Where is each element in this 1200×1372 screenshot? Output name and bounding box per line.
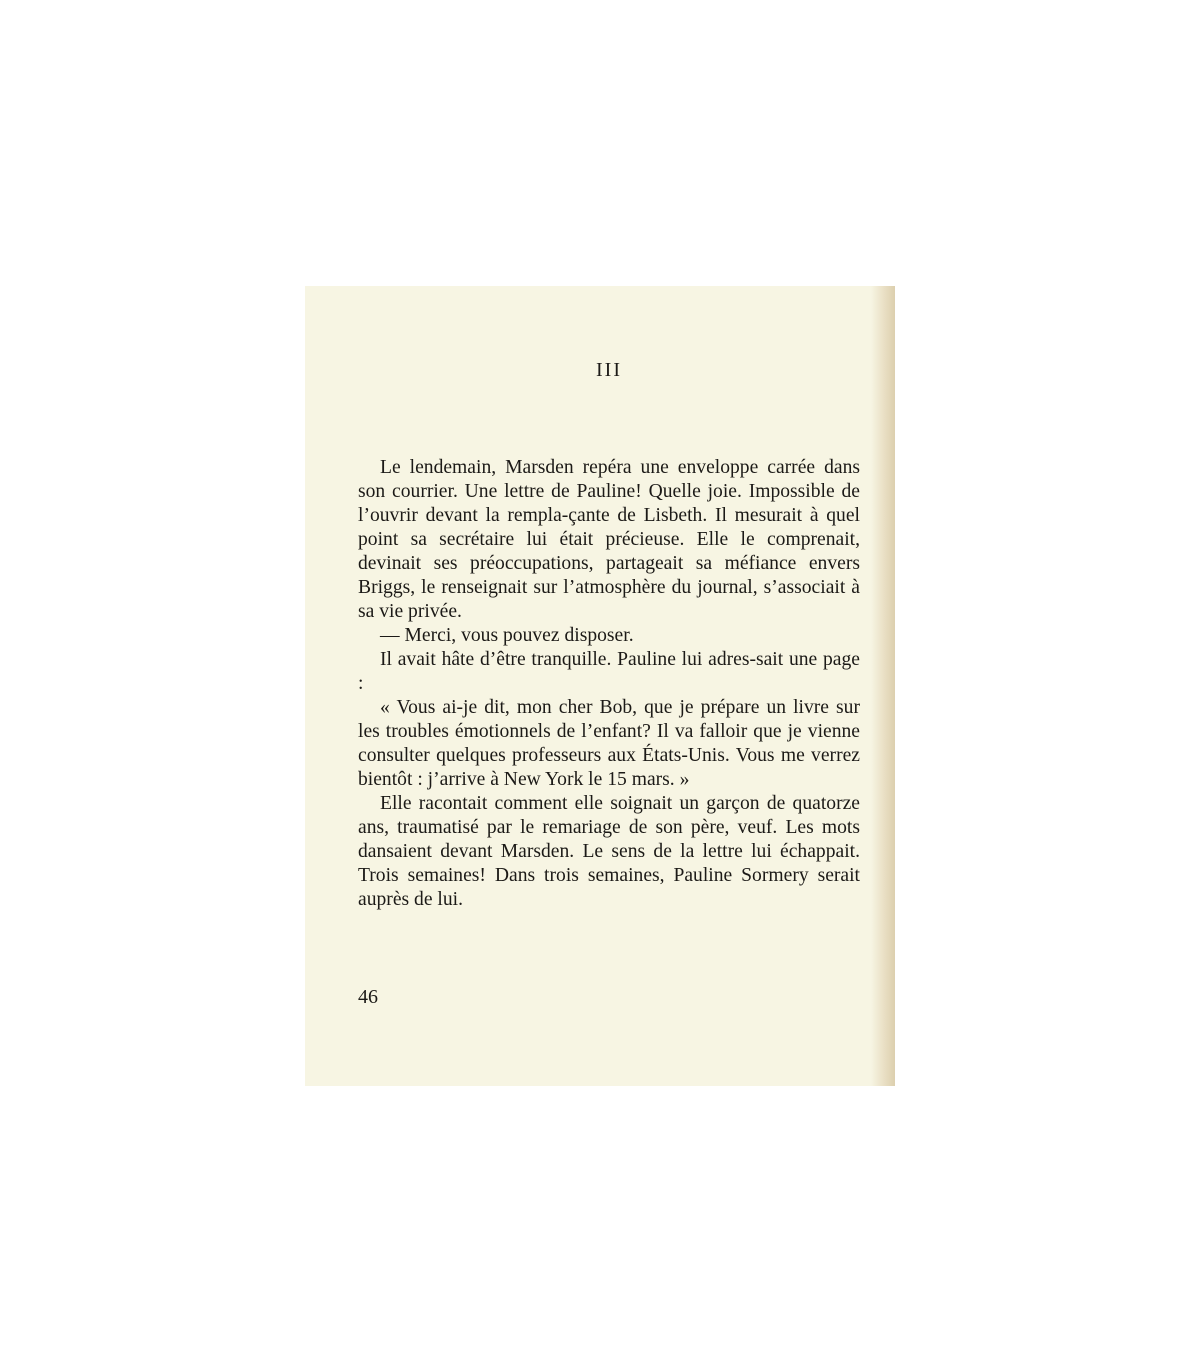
page-edge-shadow [871, 286, 895, 1086]
chapter-number: III [596, 359, 622, 381]
paragraph: — Merci, vous pouvez disposer. [380, 625, 634, 646]
page-number: 46 [358, 986, 378, 1008]
paragraph: Le lendemain, Marsden repéra une enveloppe carrée dans son courrier. Une lettre de Pauline! Quelle joie. Impossible de l’ouvrir devant la rempla-çante de Lisbeth. Il mesurait à quel point sa secrétaire lui était précieuse. Elle le comprenait, devinait ses préoccupations, partageait sa méfiance envers Briggs, le renseignait sur l’atmosphère du journal, s’associait à sa vie privée. [358, 457, 860, 622]
paragraph: Il avait hâte d’être tranquille. Pauline lui adres-sait une page : [358, 649, 860, 694]
body-text [358, 456, 860, 912]
book-page [305, 286, 895, 1086]
paragraph: « Vous ai-je dit, mon cher Bob, que je prépare un livre sur les troubles émotionnels de l’enfant? Il va falloir que je vienne consulter quelques professeurs aux États-Unis. Vous me verrez bientôt : j’arrive à New York le 15 mars. » [358, 697, 860, 790]
paragraph: Elle racontait comment elle soignait un garçon de quatorze ans, traumatisé par le remariage de son père, veuf. Les mots dansaient devant Marsden. Le sens de la lettre lui échappait. Trois semaines! Dans trois semaines, Pauline Sormery serait auprès de lui. [358, 793, 860, 910]
